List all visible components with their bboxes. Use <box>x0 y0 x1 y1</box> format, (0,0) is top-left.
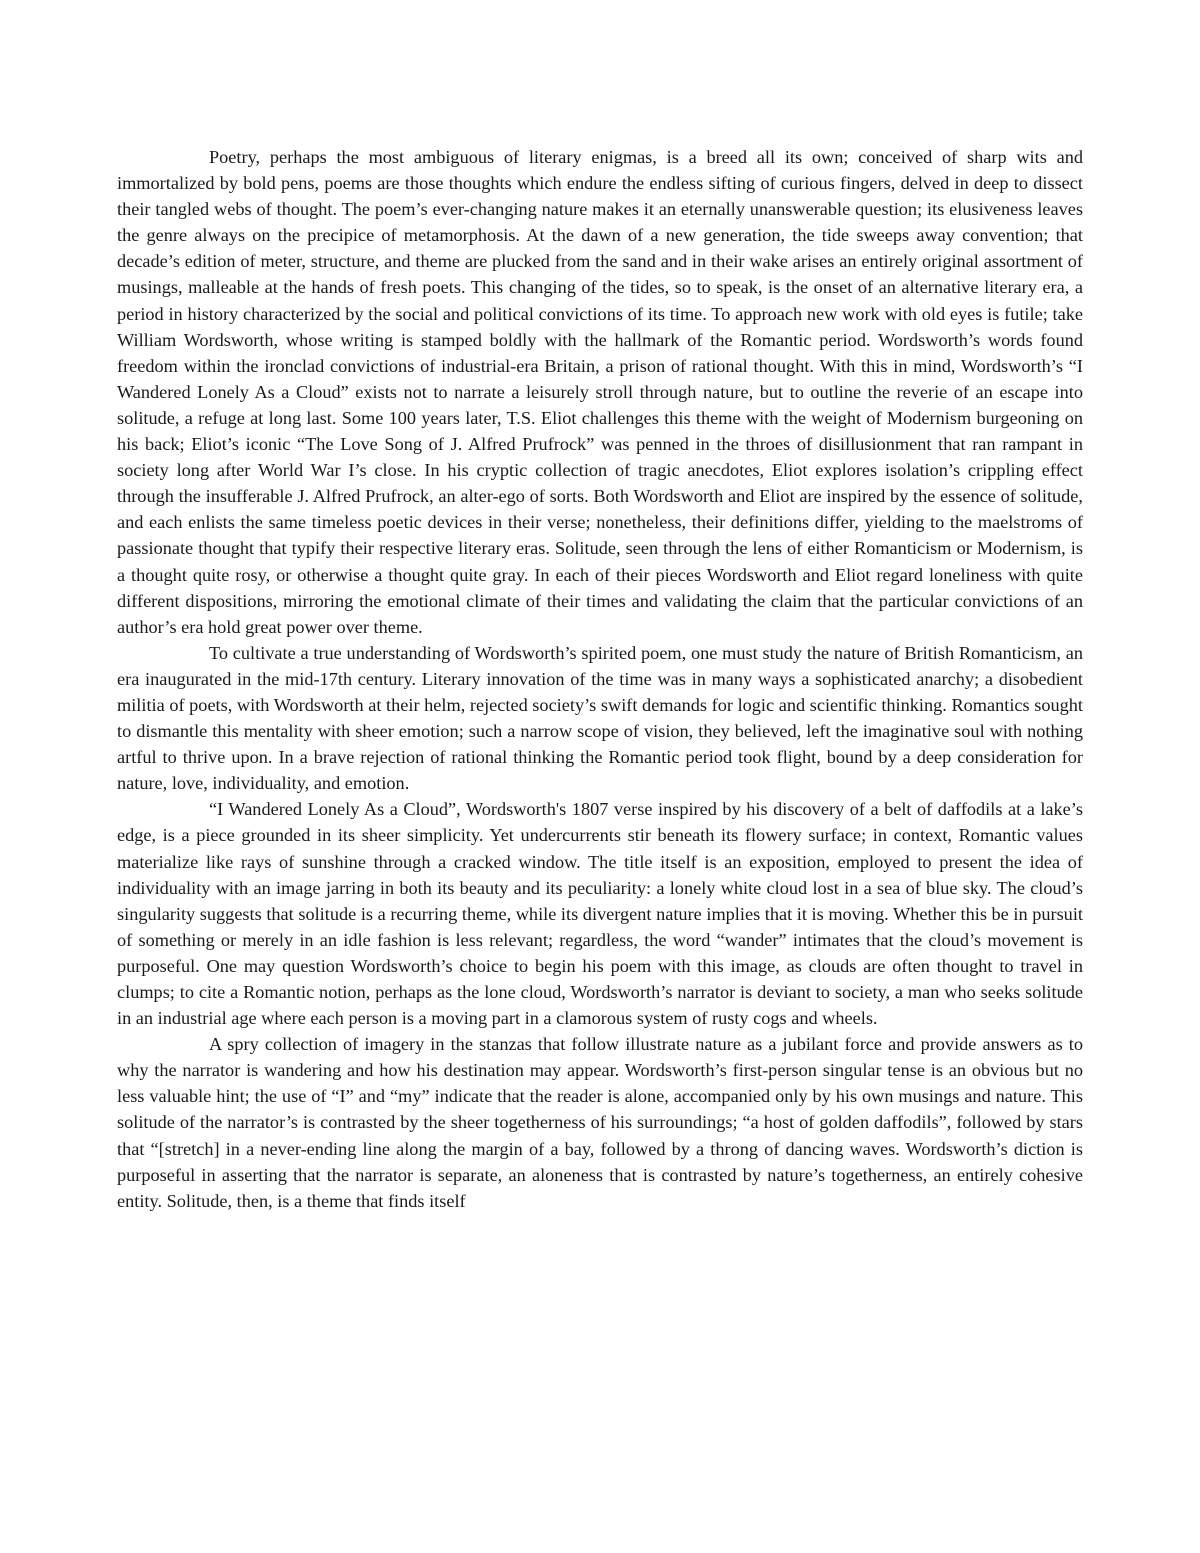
paragraph-3: “I Wandered Lonely As a Cloud”, Wordsworth's 1807 verse inspired by his discovery of a belt of daffodils at a lake’s edge, is a piece grounded in its sheer simplicity. Yet undercurrents stir beneath its flowery surface; in context, Romantic values materialize like rays of sunshine through a cracked window. The title itself is an exposition, employed to present the idea of individuality with an image jarring in both its beauty and its peculiarity: a lonely white cloud lost in a sea of blue sky. The cloud’s singularity suggests that solitude is a recurring theme, while its divergent nature implies that it is moving. Whether this be in pursuit of something or merely in an idle fashion is less relevant; regardless, the word “wander” intimates that the cloud’s movement is purposeful. One may question Wordsworth’s choice to begin his poem with this image, as clouds are often thought to travel in clumps; to cite a Romantic notion, perhaps as the lone cloud, Wordsworth’s narrator is deviant to society, a man who seeks solitude in an industrial age where each person is a moving part in a clamorous system of rusty cogs and wheels. <box>117 799 1083 1029</box>
paragraph-1: Poetry, perhaps the most ambiguous of literary enigmas, is a breed all its own; conceived of sharp wits and immortalized by bold pens, poems are those thoughts which endure the endless sifting of curious fingers, delved in deep to dissect their tangled webs of thought. The poem’s ever-changing nature makes it an eternally unanswerable question; its elusiveness leaves the genre always on the precipice of metamorphosis. At the dawn of a new generation, the tide sweeps away convention; that decade’s edition of meter, structure, and theme are plucked from the sand and in their wake arises an entirely original assortment of musings, malleable at the hands of fresh poets. This changing of the tides, so to speak, is the onset of an alternative literary era, a period in history characterized by the social and political convictions of its time. To approach new work with old eyes is futile; take William Wordsworth, whose writing is stamped boldly with the hallmark of the Romantic period. Wordsworth’s words found freedom within the ironclad convictions of industrial-era Britain, a prison of rational thought. With this in mind, Wordsworth’s “I Wandered Lonely As a Cloud” exists not to narrate a leisurely stroll through nature, but to outline the reverie of an escape into solitude, a refuge at long last. Some 100 years later, T.S. Eliot challenges this theme with the weight of Modernism burgeoning on his back; Eliot’s iconic “The Love Song of J. Alfred Prufrock” was penned in the throes of disillusionment that ran rampant in society long after World War I’s close. In his cryptic collection of tragic anecdotes, Eliot explores isolation’s crippling effect through the insufferable J. Alfred Prufrock, an alter-ego of sorts. Both Wordsworth and Eliot are inspired by the essence of solitude, and each enlists the same timeless poetic devices in their verse; nonetheless, their definitions differ, yielding to the maelstroms of passionate thought that typify their respective literary eras. Solitude, seen through the lens of either Romanticism or Modernism, is a thought quite rosy, or otherwise a thought quite gray. In each of their pieces Wordsworth and Eliot regard loneliness with quite different dispositions, mirroring the emotional climate of their times and validating the claim that the particular convictions of an author’s era hold great power over theme. <box>117 147 1083 637</box>
paragraph-2: To cultivate a true understanding of Wordsworth’s spirited poem, one must study the nature of British Romanticism, an era inaugurated in the mid-17th century. Literary innovation of the time was in many ways a sophisticated anarchy; a disobedient militia of poets, with Wordsworth at their helm, rejected society’s swift demands for logic and scientific thinking. Romantics sought to dismantle this mentality with sheer emotion; such a narrow scope of vision, they believed, left the imaginative soul with nothing artful to thrive upon. In a brave rejection of rational thinking the Romantic period took flight, bound by a deep consideration for nature, love, individuality, and emotion. <box>117 642 1083 794</box>
paragraph-4: A spry collection of imagery in the stanzas that follow illustrate nature as a jubilant force and provide answers as to why the narrator is wandering and how his destination may appear. Wordsworth’s first-person singular tense is an obvious but no less valuable hint; the use of “I” and “my” indicate that the reader is alone, accompanied only by his own musings and nature. This solitude of the narrator’s is contrasted by the sheer togetherness of his surroundings; “a host of golden daffodils”, followed by stars that “[stretch] in a never-ending line along the margin of a bay, followed by a throng of dancing waves. Wordsworth’s diction is purposeful in asserting that the narrator is separate, an aloneness that is contrasted by nature’s togetherness, an entirely cohesive entity. Solitude, then, is a theme that finds itself <box>117 1034 1083 1211</box>
essay-body <box>117 144 1083 1214</box>
